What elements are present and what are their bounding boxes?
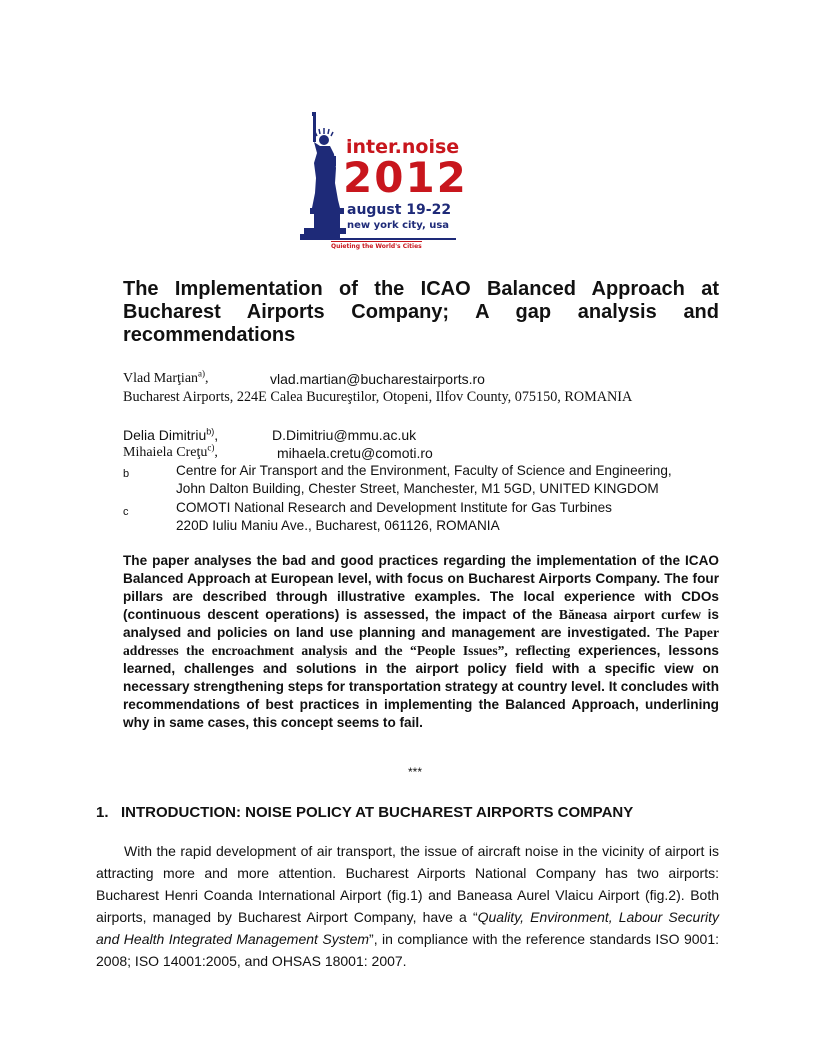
affiliation-b-mark: b [123, 468, 130, 480]
section-title: INTRODUCTION: NOISE POLICY AT BUCHAREST AIRPORTS COMPANY [121, 804, 634, 821]
logo-tagline: Quieting the World's Cities [331, 243, 422, 250]
abstract-text-5: experiences, lessons learned, challenges and solutions in the airport policy field with a specific view on necessary strengthening steps for transportation strategy at country level. It concludes with recommendations of best practices in implementing the Balanced Approach, underlining why in same cases, this concept seems to fail. [123, 643, 720, 730]
section-number: 1. [96, 804, 109, 821]
author-2-name: Delia Dimitriu$^{b)}$, [123, 426, 219, 443]
affiliation-c-mark: c [123, 506, 129, 518]
abstract [123, 552, 719, 732]
affiliation-c-line2: 220D Iuliu Maniu Ave., Bucharest, 061126, ROMANIA [176, 518, 500, 533]
abstract-text-4: The Paper addresses the encroachment analysis and the “People Issues”, reflecting [123, 625, 719, 658]
intro-paragraph [96, 840, 719, 972]
intro-text-1: With the rapid development of air transport, the issue of aircraft noise in the vicinity of airport is attracting more and more attention. Bucharest Airports National Company has two airports: Bucharest Henri Coanda International Airport (fig.1) and Baneasa Aurel Vlaicu Airport (fig.2). Both airports, managed by Bucharest Airport Company, have a [96, 843, 719, 925]
section-separator: *** [408, 765, 423, 779]
author-3-email[interactable]: mihaela.cretu@comoti.ro [277, 445, 433, 461]
abstract-text-1: The paper analyses the bad and good practices regarding the implementation of the ICAO Balanced Approach at European level, with focus on Bucharest Airports Company. The four pillars are described through illustrative examples. The local experience with CDOs (continuous descent operations) is assessed, the impact of the [123, 553, 719, 622]
author-2-email[interactable]: D.Dimitriu@mmu.ac.uk [272, 427, 417, 443]
author-1-name: Vlad Marţian$^{a)}$, [123, 368, 209, 386]
logo-year: 2012 [343, 153, 468, 202]
paper-title: The Implementation of the ICAO Balanced Approach at Bucharest Airports Company; A gap analysis and recommendations [123, 278, 719, 346]
affiliation-b-line1: Centre for Air Transport and the Environment, Faculty of Science and Engineering, [176, 463, 672, 478]
author-3-name: Mihaiela Creţu$^{c)}$, [123, 442, 218, 460]
affiliation-c-line1: COMOTI National Research and Development Institute for Gas Turbines [176, 500, 612, 515]
author-1-email[interactable]: vlad.martian@bucharestairports.ro [270, 371, 485, 387]
conference-logo [300, 108, 468, 256]
section-heading [96, 804, 633, 821]
intro-open-quote: “ [472, 909, 478, 925]
logo-title: inter.noise [346, 136, 460, 158]
abstract-text-2: Băneasa airport curfew [558, 607, 702, 622]
abstract-text-3: is analysed and policies on land use planning and management are investigated. [123, 607, 719, 640]
intro-close-quote: ” [369, 931, 374, 947]
intro-italic-text: Quality, Environment, Labour Security and Health Integrated Management System [96, 909, 719, 947]
author-1-affiliation: Bucharest Airports, 224E Calea Bucureştilor, Otopeni, Ilfov County, 075150, ROMANIA [123, 389, 633, 405]
logo-dates: august 19-22 [347, 202, 452, 218]
intro-text-2: , in compliance with the reference standards ISO 9001: 2008; ISO 14001:2005, and OHSAS 18001: 2007. [96, 931, 719, 969]
logo-city: new york city, usa [347, 220, 450, 231]
affiliation-b-line2: John Dalton Building, Chester Street, Manchester, M1 5GD, UNITED KINGDOM [176, 481, 659, 496]
